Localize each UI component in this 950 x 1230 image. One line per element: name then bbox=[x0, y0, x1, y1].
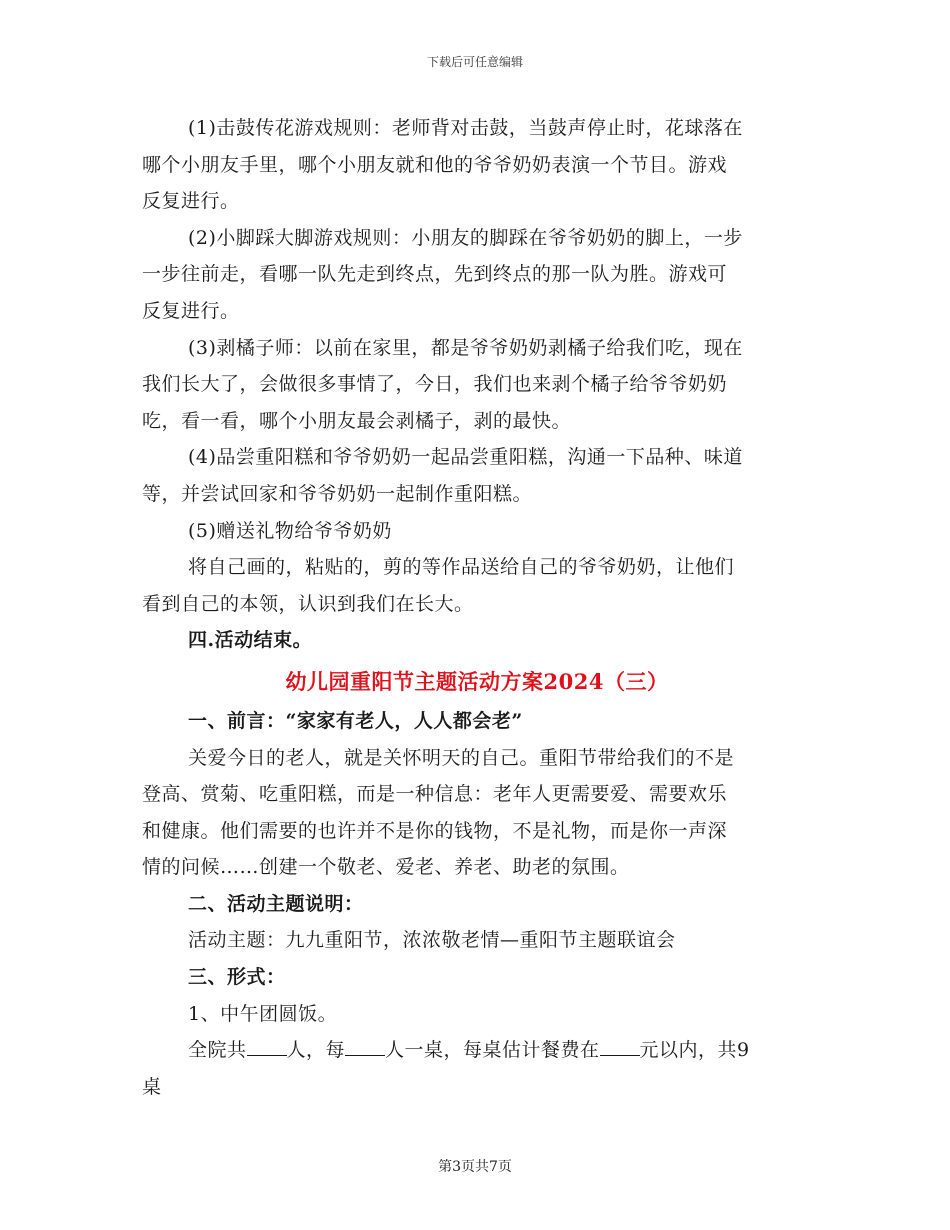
paragraph-line: 反复进行。 bbox=[142, 190, 240, 213]
fill-in-line bbox=[142, 1032, 812, 1069]
paragraph-line: 将自己画的，粘贴的，剪的等作品送给自己的爷爷奶奶，让他们 bbox=[188, 556, 735, 579]
paragraph-line: 反复进行。 bbox=[142, 299, 240, 322]
paragraph-line: (3)剥橘子师：以前在家里，都是爷爷奶奶剥橘子给我们吃，现在 bbox=[188, 336, 743, 359]
section-heading: 一、前言：“家家有老人，人人都会老” bbox=[188, 709, 523, 732]
paragraph-line: 哪个小朋友手里，哪个小朋友就和他的爷爷奶奶表演一个节目。游戏 bbox=[142, 153, 728, 176]
paragraph-line: 我们长大了，会做很多事情了，今日，我们也来剥个橘子给爷爷奶奶 bbox=[142, 373, 728, 396]
section-heading: 三、形式： bbox=[188, 966, 286, 989]
paragraph-line: (4)品尝重阳糕和爷爷奶奶一起品尝重阳糕，沟通一下品种、味道 bbox=[188, 446, 743, 469]
paragraph-line: 吃，看一看，哪个小朋友最会剥橘子，剥的最快。 bbox=[142, 409, 572, 432]
document-body bbox=[142, 110, 812, 1105]
paragraph-line: 情的问候……创建一个敬老、爱老、养老、助老的氛围。 bbox=[142, 856, 630, 879]
fill-text: 全院共 bbox=[188, 1039, 247, 1062]
fill-text: 人，每 bbox=[286, 1039, 346, 1062]
paragraph-line: (2)小脚踩大脚游戏规则：小朋友的脚踩在爷爷奶奶的脚上，一步 bbox=[188, 226, 743, 249]
fill-text: 人一桌，每桌估计餐费在 bbox=[385, 1039, 600, 1062]
paragraph-line: 等，并尝试回家和爷爷奶奶一起制作重阳糕。 bbox=[142, 482, 533, 505]
paragraph-line: (5)赠送礼物给爷爷奶奶 bbox=[188, 519, 392, 542]
section-heading: 四.活动结束。 bbox=[188, 629, 313, 652]
fill-text: 元以内，共9 bbox=[639, 1039, 750, 1062]
document-title: 幼儿园重阳节主题活动方案2024（三） bbox=[285, 668, 669, 694]
blank-field bbox=[600, 1037, 640, 1056]
paragraph-line: 一步往前走，看哪一队先走到终点，先到终点的那一队为胜。游戏可 bbox=[142, 263, 728, 286]
page-number: 第3页共7页 bbox=[438, 1159, 512, 1175]
paragraph-line: 和健康。他们需要的也许并不是你的钱物，不是礼物，而是你一声深 bbox=[142, 819, 728, 842]
paragraph-line: 看到自己的本领，认识到我们在长大。 bbox=[142, 592, 474, 615]
blank-field bbox=[247, 1037, 287, 1056]
paragraph-line: (1)击鼓传花游戏规则：老师背对击鼓，当鼓声停止时，花球落在 bbox=[188, 117, 743, 139]
paragraph-line: 桌 bbox=[142, 1075, 162, 1098]
blank-field bbox=[345, 1037, 385, 1056]
paragraph-line: 关爱今日的老人，就是关怀明天的自己。重阳节带给我们的不是 bbox=[188, 746, 735, 769]
paragraph-line: 活动主题：九九重阳节，浓浓敬老情—重阳节主题联谊会 bbox=[188, 929, 676, 952]
paragraph-line: 登高、赏菊、吃重阳糕，而是一种信息：老年人更需要爱、需要欢乐 bbox=[142, 783, 728, 806]
paragraph-line: 1、中午团圆饭。 bbox=[188, 1002, 338, 1025]
header-note: 下载后可任意编辑 bbox=[426, 55, 523, 69]
section-heading: 二、活动主题说明： bbox=[188, 892, 364, 915]
